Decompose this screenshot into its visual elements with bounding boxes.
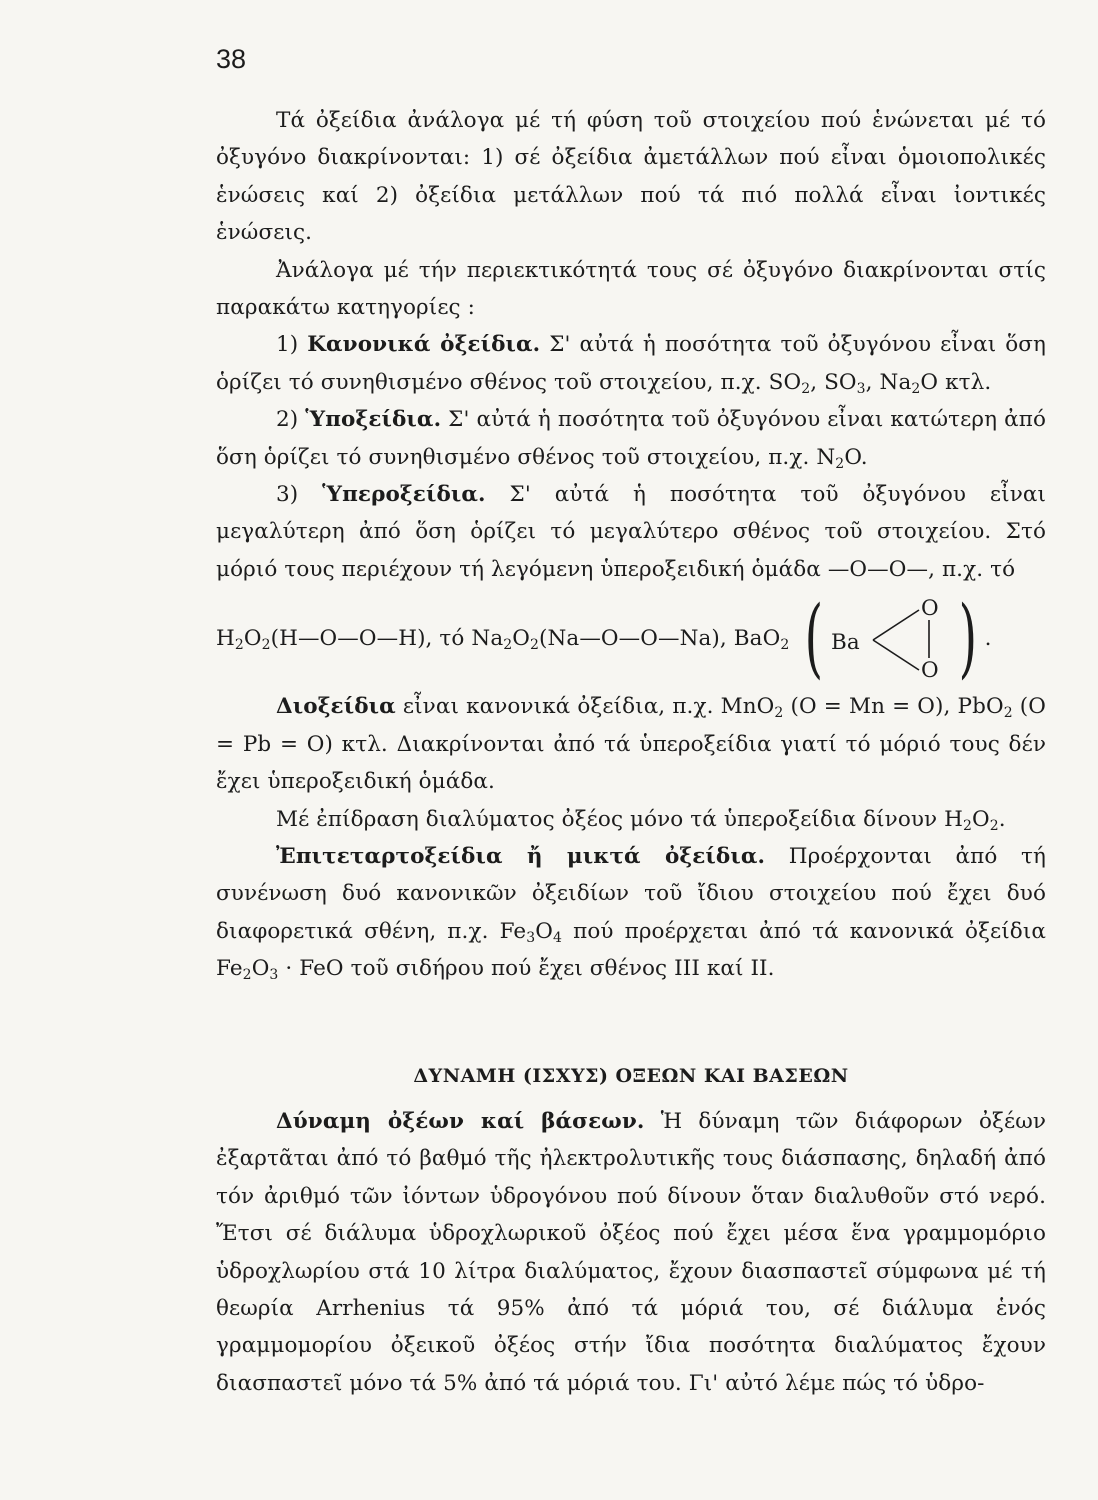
term-normal-oxides: Κανονικά ὀξείδια.: [307, 332, 541, 358]
ring-o-top: O: [921, 596, 939, 622]
paragraph-dioxides: Διοξείδια εἶναι κανονικά ὀξείδια, π.χ. MnO$_2$ (O = Mn = O), PbO$_2$ (O = Pb = O) κτλ. Διακρίνονται ἀπό τά ὑπεροξείδια γιατί τό μόριό τους δέν ἔχει ὑπεροξειδική ὁμάδα.: [216, 694, 1047, 795]
formula-so3: $SO_3$,: [824, 369, 873, 397]
formula-na2o2: $Na_2O_2(Na—O—O—Na)$,: [471, 625, 727, 653]
item-number: 2): [276, 407, 299, 433]
item-text: Σ' αὐτά ἡ ποσότητα τοῦ ὀξυγόνου εἶναι κατώτερη ἀπό ὅση ὁρίζει τό συνηθισμένο σθένος τοῦ στοιχείου, π.χ.: [216, 407, 1046, 470]
formula-end: .: [984, 625, 992, 651]
paragraph-mixed-oxides: Ἐπιτεταρτοξείδια ἤ μικτά ὀξείδια. Προέρχονται ἀπό τή συνένωση δυό κανονικῶν ὀξειδίων τοῦ ἴδιου στοιχείου πού ἔχει δυό διαφορετικά σθένη, π.χ. $Fe_3O_4$ πού προέρχεται ἀπό τά κανονικά ὀξείδια $Fe_2O_3$ · FeO τοῦ σιδήρου πού ἔχει σθένος III καί II.: [216, 843, 1046, 984]
bao2-structure: [797, 588, 992, 689]
formula-pbo2: PbO$_2$ (O = Pb = O): [216, 694, 1047, 757]
item-peroxides: [216, 476, 1046, 588]
ring-o-bottom: O: [921, 658, 939, 684]
formula-bao2: BaO$_2$: [733, 625, 790, 653]
ring-ba: Ba: [831, 630, 860, 656]
formula-h2o2-inline: $H_2O_2$.: [944, 806, 1006, 834]
item-number: 1): [276, 332, 299, 358]
item-end: κτλ.: [945, 369, 992, 395]
paragraph-oxygen-content: Ἀνάλογα μέ τήν περιεκτικότητά τους σέ ὀξυγόνο διακρίνονται στίς παρακάτω κατηγορίες :: [216, 257, 1046, 321]
paragraph-strength: Δύναμη ὀξέων καί βάσεων. Ἡ δύναμη τῶν διάφορων ὀξέων ἐξαρτᾶται ἀπό τό βαθμό τῆς ἠλεκτρολυτικῆς τους διάσπασης, δηλαδή ἀπό τόν ἀριθμό τῶν ἰόντων ὑδρογόνου πού δίνουν ὅταν διαλυθοῦν στό νερό. Ἔτσι σέ διάλυμα ὑδροχλωρικοῦ ὀξέος πού ἔχει μέσα ἕνα γραμμομόριο ὑδροχλωρίου στά 10 λίτρα διαλύματος, ἔχουν διασπαστεῖ σύμφωνα μέ τή θεωρία Arrhenius τά 95% ἀπό τά μόριά του, σέ διάλυμα ἑνός γραμμομορίου ὀξεικοῦ ὀξέος στήν ἴδια ποσότητα διαλύματος ἔχουν διασπαστεῖ μόνο τά 5% ἀπό τά μόριά του. Γι' αὐτό λέμε πώς τό ὑδρο-: [216, 1108, 1047, 1396]
formula-na2o: $Na_2O$: [879, 369, 939, 397]
section-heading: ΔΥΝΑΜΗ (ΙΣΧΥΣ) ΟΞΕΩΝ ΚΑΙ ΒΑΣΕΩΝ: [413, 1064, 849, 1087]
paragraph-oxide-types: Τά ὀξείδια ἀνάλογα μέ τή φύση τοῦ στοιχείου πού ἑνώνεται μέ τό ὀξυγόνο διακρίνονται: 1) σέ ὀξείδια ἀμετάλλων πού εἶναι ὁμοιοπολικές ἑνώσεις καί 2) ὀξείδια μετάλλων πού τά πιό πολλά εἶναι ἰοντικές ἑνώσεις.: [216, 108, 1046, 246]
formula-fe2o3: $Fe_2O_3$ ·: [216, 956, 293, 984]
formula-so2: $SO_2$,: [768, 369, 818, 397]
formula-h2o2: $H_2O_2(H—O—O—H)$, τό: [216, 625, 465, 653]
item-suboxides: [216, 401, 1046, 476]
peroxide-formulas: [216, 588, 1046, 689]
term-suboxides: Ὑποξείδια.: [305, 407, 442, 433]
left-paren: (: [804, 588, 824, 689]
ba-peroxide-ring: [831, 590, 951, 686]
paragraph-acid-effect: Μέ ἐπίδραση διαλύματος ὀξέος μόνο τά ὑπεροξείδια δίνουν $H_2O_2$.: [276, 806, 1006, 834]
formula-mno2: MnO$_2$ (O = Mn = O),: [720, 694, 951, 722]
right-paren: ): [958, 588, 978, 689]
page-number: 38: [216, 44, 247, 74]
formula-n2o: $N_2O$.: [816, 444, 868, 472]
term-peroxides: Ὑπεροξείδια.: [322, 482, 486, 508]
body-text: [216, 102, 1046, 1402]
item-text: Σ' αὐτά ἡ ποσότητα τοῦ ὀξυγόνου εἶναι μεγαλύτερη ἀπό ὅση ὁρίζει τό μεγαλύτερο σθένος τοῦ στοιχείου. Στό μόριό τους περιέχουν τή λεγόμενη ὑπεροξειδική ὁμάδα —O—O—, π.χ. τό: [216, 482, 1047, 582]
formula-fe3o4: $Fe_3O_4$: [499, 918, 563, 946]
item-normal-oxides: [216, 326, 1046, 401]
term-dioxides: Διοξείδια: [276, 694, 396, 720]
term-mixed-oxides: Ἐπιτεταρτοξείδια ἤ μικτά ὀξείδια.: [276, 843, 766, 869]
item-number: 3): [276, 482, 299, 508]
term-strength: Δύναμη ὀξέων καί βάσεων.: [276, 1108, 645, 1134]
item-text: Σ' αὐτά ἡ ποσότητα τοῦ ὀξυγόνου εἶναι ὅση ὁρίζει τό συνηθισμένο σθένος τοῦ στοιχείου, π.χ.: [216, 332, 1046, 395]
